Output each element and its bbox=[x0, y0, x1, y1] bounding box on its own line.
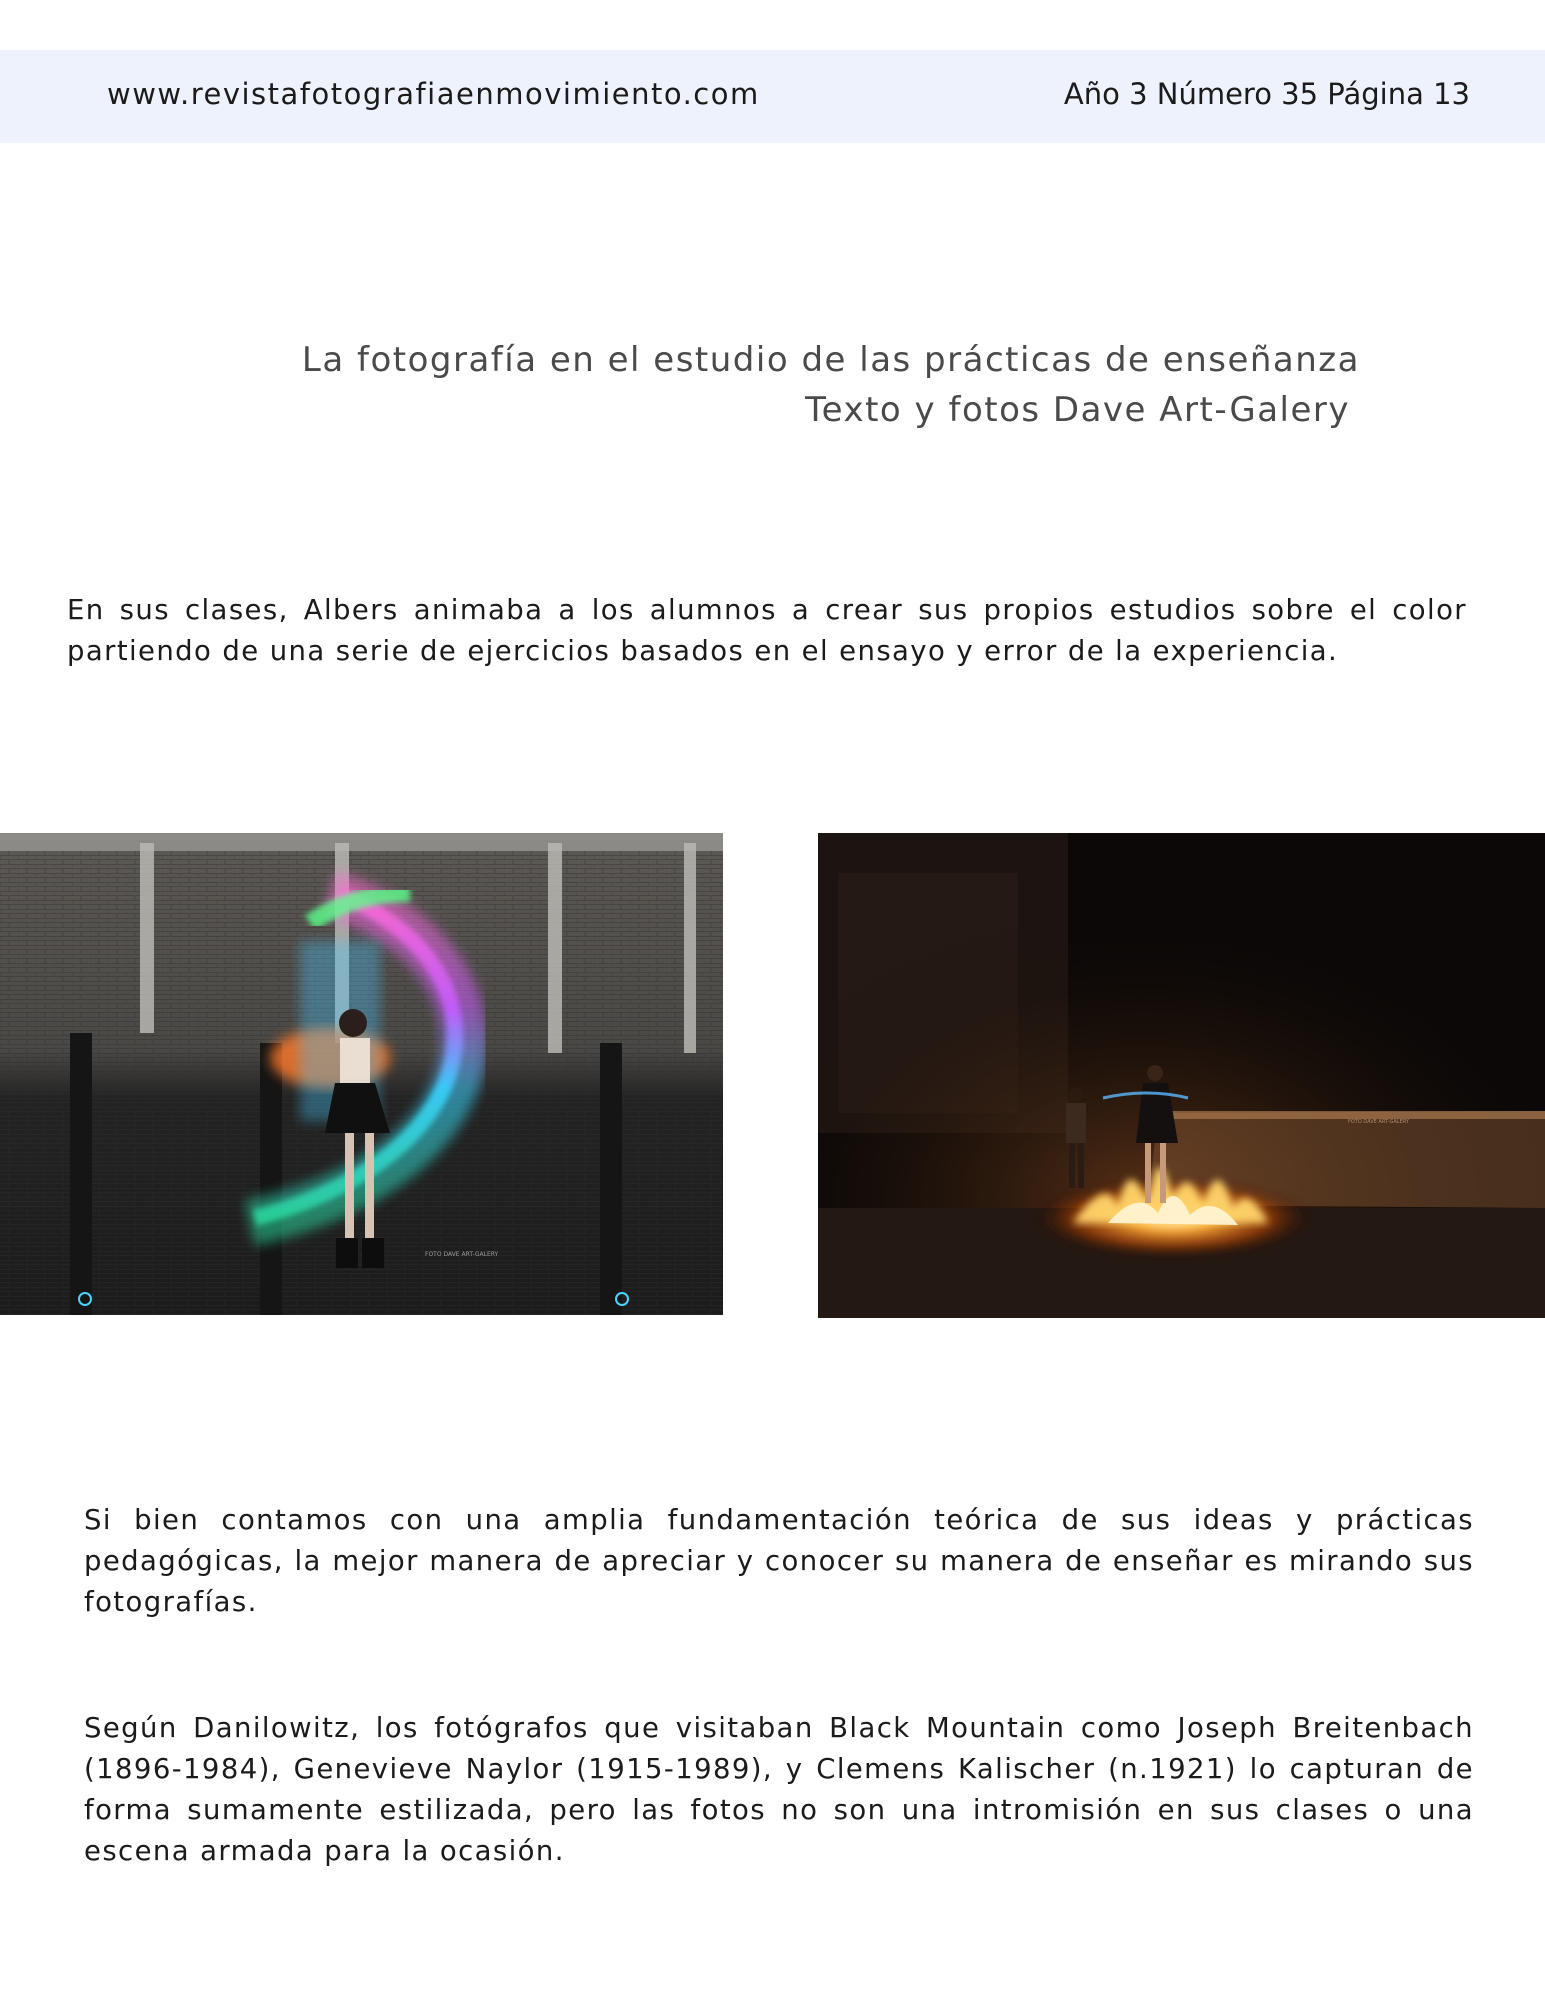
photo-fire-performer bbox=[818, 833, 1545, 1318]
page-header bbox=[0, 50, 1545, 143]
paragraph-fundamentacion: Si bien contamos con una amplia fundamentación teórica de sus ideas y prácticas pedagógicas, la mejor manera de apreciar y conocer su manera de enseñar es mirando sus fotografías. bbox=[84, 1504, 1474, 1618]
photo-light-painting bbox=[0, 833, 723, 1315]
photo2-watermark: FOTO DAVE ART-GALERY bbox=[1348, 1119, 1409, 1125]
issue-page-info: Año 3 Número 35 Página 13 bbox=[1063, 77, 1470, 111]
website-url[interactable]: www.revistafotografiaenmovimiento.com bbox=[107, 77, 760, 111]
article-heading bbox=[0, 335, 1360, 435]
paragraph-danilowitz: Según Danilowitz, los fotógrafos que visitaban Black Mountain como Joseph Breitenbach (1896-1984), Genevieve Naylor (1915-1989), y Clemens Kalischer (n.1921) lo capturan de forma sumamente estilizada, pero las fotos no son una intromisión en sus clases o una escena armada para la ocasión. bbox=[84, 1712, 1474, 1867]
paragraph-albers: En sus clases, Albers animaba a los alumnos a crear sus propios estudios sobre el color partiendo de una serie de ejercicios basados en el ensayo y error de la experiencia. bbox=[67, 594, 1467, 667]
article-byline: Texto y fotos Dave Art-Galery bbox=[805, 390, 1350, 430]
photo1-watermark: FOTO DAVE ART-GALERY bbox=[425, 1251, 499, 1258]
article-title: La fotografía en el estudio de las prácticas de enseñanza bbox=[301, 340, 1360, 380]
